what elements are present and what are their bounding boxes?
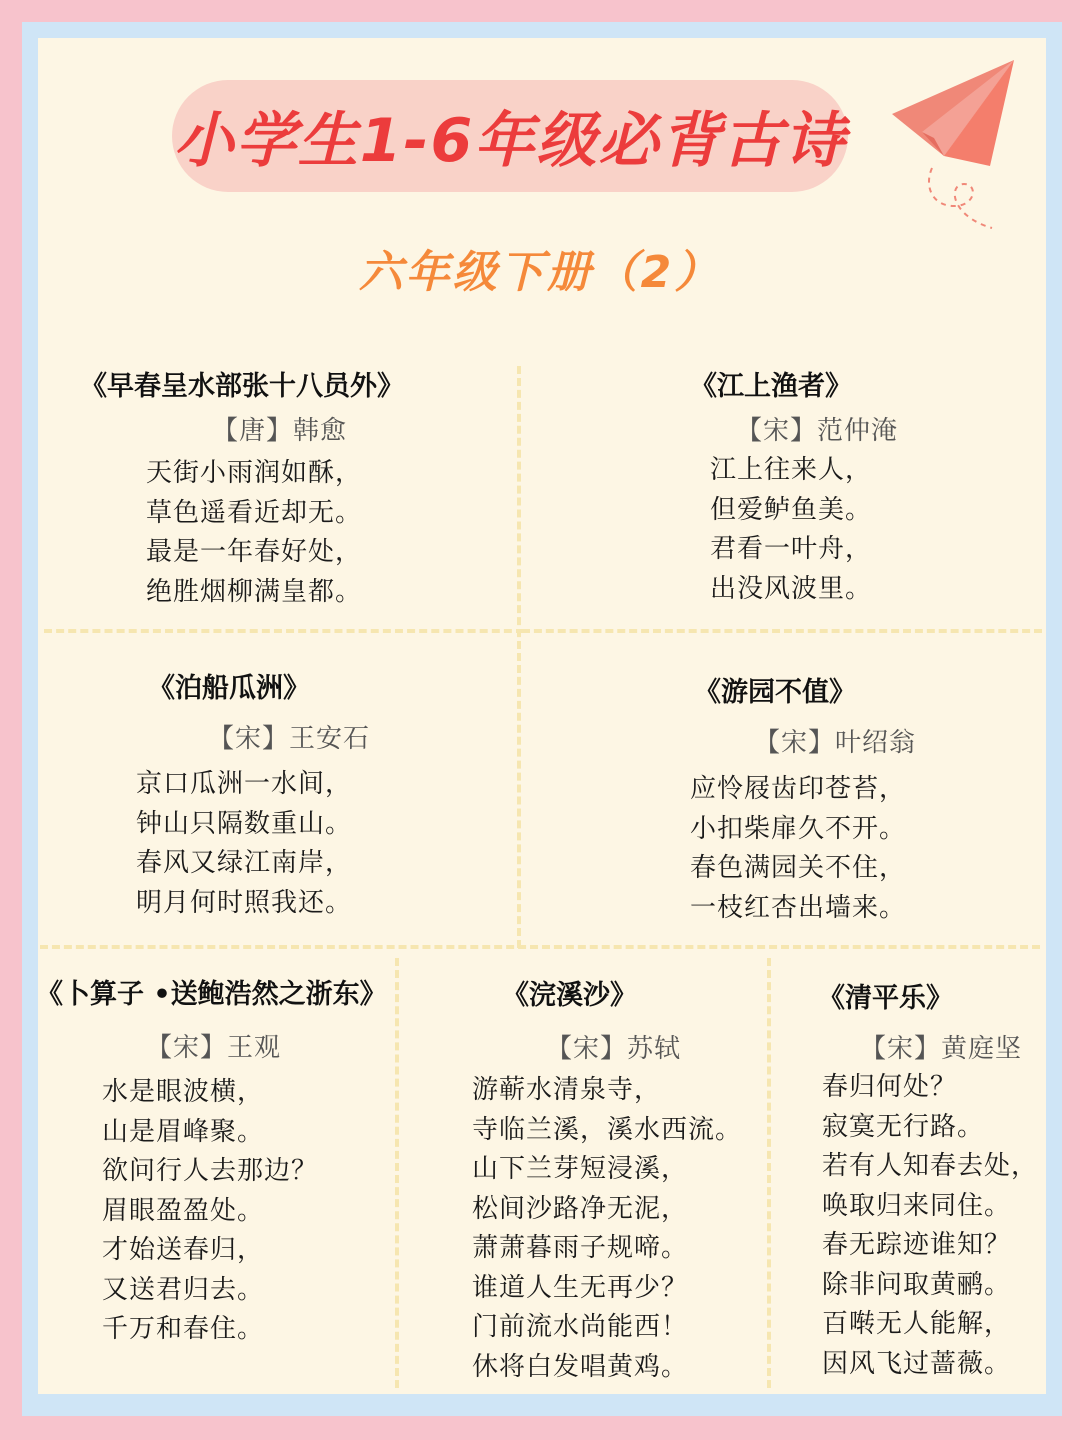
page-subtitle: 六年级下册（2） [358, 247, 722, 298]
poem-author: 【宋】王安石 [208, 724, 371, 754]
poem-line: 门前流水尚能西！ [472, 1312, 689, 1342]
poem-line: 绝胜烟柳满皇都。 [146, 576, 363, 607]
poem-line: 应怜屐齿印苍苔， [690, 774, 907, 804]
poem-line: 春色满园关不住， [690, 853, 907, 883]
divider-h1-left [44, 629, 524, 633]
divider-v3 [767, 958, 771, 1388]
poem-line: 欲问行人去那边？ [102, 1156, 319, 1186]
divider-h2 [40, 945, 1040, 949]
poem-lines [472, 1071, 742, 1387]
poem-line: 除非问取黄鹂。 [822, 1269, 1012, 1300]
poem-line: 一枝红杏出墙来。 [690, 892, 907, 923]
poem-author: 【宋】范仲淹 [736, 416, 899, 446]
poem-line: 最是一年春好处， [146, 537, 363, 567]
poem-line: 京口瓜洲一水间， [136, 769, 353, 799]
poem-line: 春无踪迹谁知？ [822, 1230, 1012, 1260]
poem-line: 游蕲水清泉寺， [472, 1075, 662, 1105]
poem-title: 《浣溪沙》 [502, 980, 637, 1011]
poem-lines [136, 765, 352, 923]
poem-author: 【宋】王观 [146, 1033, 282, 1063]
poem-line: 钟山只隔数重山。 [136, 808, 353, 839]
poem-line: 但爱鲈鱼美。 [710, 494, 873, 525]
poem-line: 若有人知春去处， [822, 1151, 1039, 1181]
poem-line: 天街小雨润如酥， [146, 458, 363, 488]
poem-line: 眉眼盈盈处。 [102, 1195, 265, 1226]
poem-line: 小扣柴扉久不开。 [690, 813, 907, 844]
poem-line: 寺临兰溪，溪水西流。 [472, 1114, 743, 1145]
poem-lines [102, 1073, 318, 1350]
poem-line: 休将白发唱黄鸡。 [472, 1351, 689, 1382]
poem-line: 山下兰芽短浸溪， [472, 1154, 689, 1184]
poem-title: 《卜算子 •送鲍浩然之浙东》 [36, 979, 387, 1010]
poem-title: 《泊船瓜洲》 [148, 673, 310, 704]
poem-author: 【宋】黄庭坚 [860, 1034, 1023, 1064]
poem-line: 寂寞无行路。 [822, 1111, 985, 1142]
poem-line: 才始送春归， [102, 1235, 265, 1265]
poem-title: 《游园不值》 [694, 677, 856, 708]
page-title: 小学生1-6年级必背古诗 [173, 106, 847, 176]
poem-line: 山是眉峰聚。 [102, 1116, 265, 1147]
poem-line: 君看一叶舟， [710, 534, 873, 564]
poem-line: 唤取归来同住。 [822, 1190, 1012, 1221]
poem-title: 《早春呈水部张十八员外》 [80, 371, 404, 402]
poem-title: 《清平乐》 [818, 983, 953, 1014]
poem-author: 【唐】韩愈 [212, 416, 348, 446]
poem-line: 草色遥看近却无。 [146, 497, 363, 528]
poem-lines [690, 770, 906, 928]
poem-line: 萧萧暮雨子规啼。 [472, 1233, 689, 1263]
poem-author: 【宋】叶绍翁 [754, 728, 917, 758]
poem-line: 松间沙路净无泥， [472, 1193, 689, 1224]
poem-line: 千万和春住。 [102, 1314, 265, 1344]
poem-lines [822, 1068, 1038, 1384]
divider-v2 [395, 958, 399, 1388]
poem-line: 江上往来人， [710, 455, 873, 485]
poem-line: 春归何处？ [822, 1072, 958, 1102]
poem-line: 明月何时照我还。 [136, 887, 353, 918]
poem-line: 因风飞过蔷薇。 [822, 1348, 1012, 1379]
poem-line: 百啭无人能解， [822, 1309, 1012, 1339]
paper-plane-icon [884, 56, 1024, 236]
poem-line: 谁道人生无再少？ [472, 1272, 689, 1303]
divider-h1-right [522, 629, 1042, 633]
poem-lines [710, 451, 872, 609]
poem-line: 春风又绿江南岸， [136, 848, 353, 878]
poem-title: 《江上渔者》 [690, 371, 852, 402]
poem-line: 出没风波里。 [710, 573, 873, 604]
poem-lines [146, 454, 362, 612]
divider-v1 [517, 366, 521, 948]
poem-line: 又送君归去。 [102, 1274, 265, 1305]
poem-line: 水是眼波横， [102, 1077, 265, 1107]
poem-author: 【宋】苏轼 [546, 1034, 682, 1064]
